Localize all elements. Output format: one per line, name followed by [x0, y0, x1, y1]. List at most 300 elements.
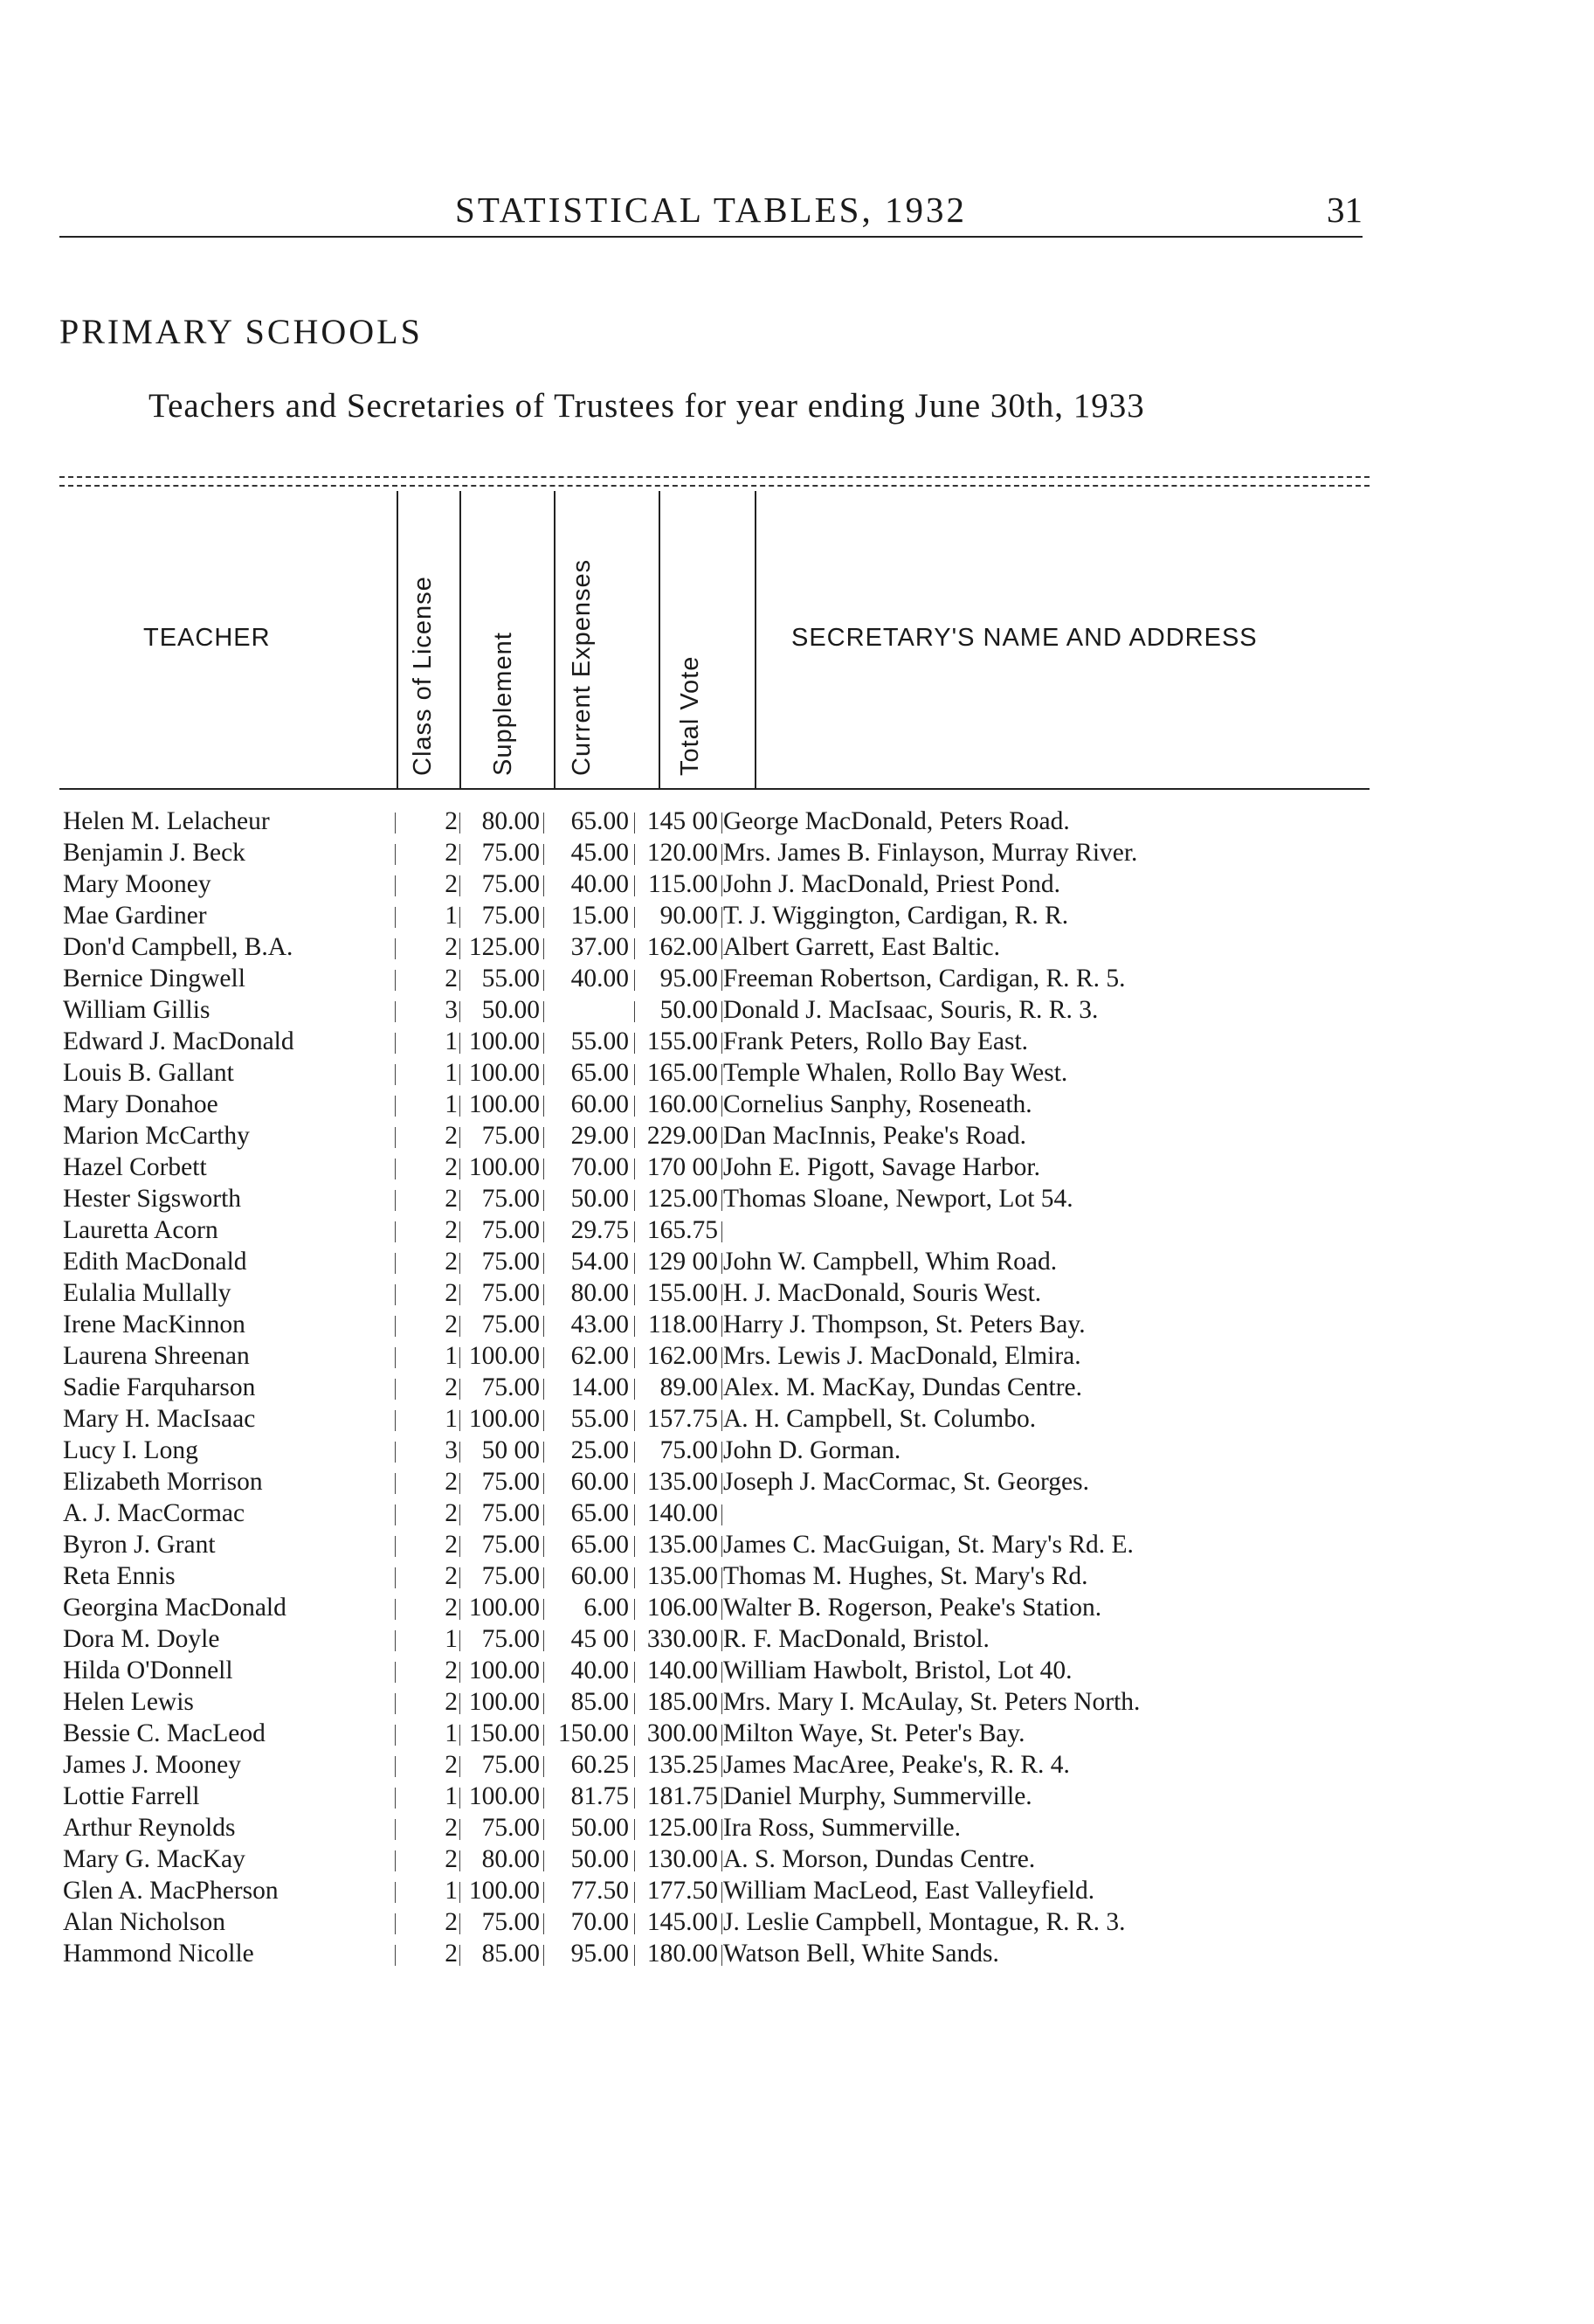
table-row: [59, 1246, 1387, 1277]
total-vote-cell: 155.00: [646, 1027, 718, 1055]
column-rule: [543, 1882, 544, 1903]
class-cell: 1: [445, 1625, 458, 1653]
supplement-cell: 75.00: [481, 1122, 540, 1150]
table-row: [59, 900, 1387, 931]
table-row: [59, 1938, 1387, 1969]
class-cell: 2: [445, 839, 458, 867]
column-rule: [395, 1819, 396, 1840]
class-cell: 2: [445, 1562, 458, 1590]
column-rule: [395, 938, 396, 959]
supplement-cell: 55.00: [481, 965, 540, 993]
column-rule: [634, 1473, 635, 1494]
secretary-cell: A. H. Campbell, St. Columbo.: [723, 1405, 1037, 1433]
teacher-cell: Mary Mooney: [63, 870, 211, 898]
total-vote-cell: 95.00: [659, 965, 718, 993]
expenses-cell: 70.00: [570, 1153, 629, 1181]
column-rule: [395, 1504, 396, 1525]
table-row: [59, 1309, 1387, 1340]
header-top-rule: [59, 476, 1370, 487]
column-rule: [459, 1442, 460, 1463]
table-row: [59, 1875, 1387, 1906]
secretary-cell: Thomas Sloane, Newport, Lot 54.: [723, 1185, 1073, 1213]
total-vote-cell: 125.00: [646, 1185, 718, 1213]
secretary-cell: Thomas M. Hughes, St. Mary's Rd.: [723, 1562, 1088, 1590]
supplement-cell: 100.00: [468, 1090, 540, 1118]
expenses-cell: 70.00: [570, 1908, 629, 1936]
table-row: [59, 1749, 1387, 1781]
column-rule: [634, 970, 635, 991]
column-rule: [459, 1945, 460, 1966]
column-rule: [721, 1504, 722, 1525]
column-rule: [459, 1064, 460, 1085]
column-rule: [543, 1599, 544, 1620]
teacher-cell: Don'd Campbell, B.A.: [63, 933, 293, 961]
total-vote-cell: 229.00: [646, 1122, 718, 1150]
class-cell: 2: [445, 1468, 458, 1496]
column-rule: [721, 1473, 722, 1494]
column-rule: [634, 875, 635, 896]
table-row: [59, 931, 1387, 963]
class-cell: 2: [445, 1845, 458, 1873]
column-rule: [395, 1190, 396, 1211]
supplement-cell: 100.00: [468, 1342, 540, 1370]
column-rule: [721, 1882, 722, 1903]
secretary-cell: Cornelius Sanphy, Roseneath.: [723, 1090, 1032, 1118]
column-rule: [721, 1410, 722, 1431]
class-cell: 1: [445, 1719, 458, 1747]
secretary-cell: John J. MacDonald, Priest Pond.: [723, 870, 1060, 898]
table-row: [59, 1781, 1387, 1812]
secretary-cell: Dan MacInnis, Peake's Road.: [723, 1122, 1026, 1150]
class-cell: 2: [445, 1751, 458, 1779]
secretary-cell: James MacAree, Peake's, R. R. 4.: [723, 1751, 1070, 1779]
column-rule: [721, 1819, 722, 1840]
expenses-cell: 60.00: [570, 1562, 629, 1590]
column-rule: [395, 1693, 396, 1714]
table-row: [59, 1340, 1387, 1372]
column-rule: [395, 1127, 396, 1148]
column-rule: [459, 1284, 460, 1305]
column-rule: [459, 1096, 460, 1117]
header-teacher: TEACHER: [143, 624, 271, 652]
column-rule: [634, 1033, 635, 1054]
column-rule: [543, 1347, 544, 1368]
secretary-cell: Ira Ross, Summerville.: [723, 1814, 962, 1842]
column-rule: [721, 1347, 722, 1368]
column-rule: [543, 1567, 544, 1588]
teacher-cell: Reta Ennis: [63, 1562, 176, 1590]
class-cell: 2: [445, 1122, 458, 1150]
column-rule: [634, 1662, 635, 1683]
column-rule: [634, 938, 635, 959]
expenses-cell: 150.00: [557, 1719, 629, 1747]
column-rule: [459, 1693, 460, 1714]
column-rule: [395, 844, 396, 865]
column-rule: [395, 1347, 396, 1368]
column-rule: [721, 1756, 722, 1777]
total-vote-cell: 180.00: [646, 1940, 718, 1968]
secretary-cell: A. S. Morson, Dundas Centre.: [723, 1845, 1036, 1873]
header-divider: [755, 491, 756, 788]
column-rule: [395, 1850, 396, 1871]
class-cell: 2: [445, 1908, 458, 1936]
supplement-cell: 100.00: [468, 1059, 540, 1087]
expenses-cell: 60.00: [570, 1090, 629, 1118]
supplement-cell: 75.00: [481, 1814, 540, 1842]
column-rule: [543, 1850, 544, 1871]
column-rule: [721, 1064, 722, 1085]
total-vote-cell: 165.00: [646, 1059, 718, 1087]
column-rule: [721, 1599, 722, 1620]
expenses-cell: 15.00: [570, 902, 629, 930]
teacher-cell: Dora M. Doyle: [63, 1625, 220, 1653]
teacher-cell: Mary Donahoe: [63, 1090, 218, 1118]
header-class-of-license: Class of License: [409, 576, 437, 776]
total-vote-cell: 135.00: [646, 1562, 718, 1590]
column-rule: [721, 844, 722, 865]
teacher-cell: Irene MacKinnon: [63, 1311, 245, 1338]
total-vote-cell: 140.00: [646, 1657, 718, 1684]
teacher-cell: A. J. MacCormac: [63, 1499, 245, 1527]
column-rule: [459, 1819, 460, 1840]
secretary-cell: William MacLeod, East Valleyfield.: [723, 1877, 1095, 1905]
column-rule: [459, 1221, 460, 1242]
expenses-cell: 6.00: [583, 1594, 629, 1622]
supplement-cell: 75.00: [481, 1908, 540, 1936]
column-rule: [395, 1316, 396, 1337]
teacher-cell: Helen M. Lelacheur: [63, 807, 270, 835]
secretary-cell: Daniel Murphy, Summerville.: [723, 1782, 1032, 1810]
column-rule: [634, 1725, 635, 1746]
teacher-cell: Benjamin J. Beck: [63, 839, 245, 867]
column-rule: [543, 1819, 544, 1840]
header-divider: [554, 491, 555, 788]
column-rule: [634, 1756, 635, 1777]
column-rule: [721, 907, 722, 928]
column-rule: [634, 1253, 635, 1274]
table-row: [59, 1026, 1387, 1057]
column-rule: [543, 1410, 544, 1431]
column-rule: [543, 813, 544, 833]
table-row: [59, 1497, 1387, 1529]
table-row: [59, 1214, 1387, 1246]
total-vote-cell: 330.00: [646, 1625, 718, 1653]
secretary-cell: Freeman Robertson, Cardigan, R. R. 5.: [723, 965, 1126, 993]
column-rule: [634, 844, 635, 865]
column-rule: [721, 1567, 722, 1588]
column-rule: [543, 1253, 544, 1274]
column-rule: [459, 1001, 460, 1022]
teacher-cell: Helen Lewis: [63, 1688, 194, 1716]
column-rule: [543, 1630, 544, 1651]
teacher-cell: Sadie Farquharson: [63, 1373, 256, 1401]
supplement-cell: 50.00: [481, 996, 540, 1024]
total-vote-cell: 120.00: [646, 839, 718, 867]
column-rule: [543, 875, 544, 896]
teacher-cell: Edward J. MacDonald: [63, 1027, 294, 1055]
total-vote-cell: 115.00: [647, 870, 718, 898]
header-bottom-rule: [59, 788, 1370, 790]
column-rule: [395, 1473, 396, 1494]
page-number: 31: [1327, 190, 1363, 230]
column-rule: [543, 970, 544, 991]
table-row: [59, 1560, 1387, 1592]
expenses-cell: 65.00: [570, 1059, 629, 1087]
column-rule: [543, 1284, 544, 1305]
secretary-cell: Walter B. Rogerson, Peake's Station.: [723, 1594, 1102, 1622]
column-rule: [543, 1945, 544, 1966]
supplement-cell: 75.00: [481, 1751, 540, 1779]
expenses-cell: 65.00: [570, 1499, 629, 1527]
header-divider: [659, 491, 660, 788]
column-rule: [395, 1725, 396, 1746]
supplement-cell: 50 00: [481, 1436, 540, 1464]
supplement-cell: 75.00: [481, 1625, 540, 1653]
total-vote-cell: 160.00: [646, 1090, 718, 1118]
total-vote-cell: 165.75: [646, 1216, 718, 1244]
supplement-cell: 150.00: [468, 1719, 540, 1747]
secretary-cell: Joseph J. MacCormac, St. Georges.: [723, 1468, 1089, 1496]
column-rule: [395, 1599, 396, 1620]
supplement-cell: 100.00: [468, 1594, 540, 1622]
teacher-cell: Hammond Nicolle: [63, 1940, 254, 1968]
column-rule: [721, 1913, 722, 1934]
table-row: [59, 1277, 1387, 1309]
column-rule: [395, 1001, 396, 1022]
column-rule: [395, 1442, 396, 1463]
column-rule: [721, 1316, 722, 1337]
table-row: [59, 1183, 1387, 1214]
supplement-cell: 75.00: [481, 1562, 540, 1590]
total-vote-cell: 50.00: [659, 996, 718, 1024]
column-rule: [543, 1473, 544, 1494]
column-rule: [459, 1473, 460, 1494]
expenses-cell: 80.00: [570, 1279, 629, 1307]
class-cell: 2: [445, 807, 458, 835]
column-rule: [543, 1159, 544, 1179]
column-rule: [721, 1693, 722, 1714]
teacher-cell: Hester Sigsworth: [63, 1185, 242, 1213]
secretary-cell: Milton Waye, St. Peter's Bay.: [723, 1719, 1025, 1747]
class-cell: 1: [445, 1342, 458, 1370]
expenses-cell: 25.00: [570, 1436, 629, 1464]
supplement-cell: 100.00: [468, 1657, 540, 1684]
secretary-cell: Watson Bell, White Sands.: [723, 1940, 999, 1968]
expenses-cell: 55.00: [570, 1405, 629, 1433]
header-secretary: SECRETARY'S NAME AND ADDRESS: [791, 624, 1258, 652]
secretary-cell: Alex. M. MacKay, Dundas Centre.: [723, 1373, 1082, 1401]
column-rule: [634, 1410, 635, 1431]
column-rule: [395, 907, 396, 928]
column-rule: [543, 1536, 544, 1557]
column-rule: [395, 875, 396, 896]
teacher-cell: Lauretta Acorn: [63, 1216, 218, 1244]
teacher-cell: Georgina MacDonald: [63, 1594, 286, 1622]
table-row: [59, 1529, 1387, 1560]
total-vote-cell: 75.00: [659, 1436, 718, 1464]
total-vote-cell: 162.00: [646, 1342, 718, 1370]
secretary-cell: George MacDonald, Peters Road.: [723, 807, 1070, 835]
column-rule: [543, 1064, 544, 1085]
column-rule: [543, 1033, 544, 1054]
teacher-cell: William Gillis: [63, 996, 210, 1024]
class-cell: 2: [445, 1311, 458, 1338]
column-rule: [634, 1316, 635, 1337]
supplement-cell: 100.00: [468, 1782, 540, 1810]
total-vote-cell: 90.00: [659, 902, 718, 930]
teacher-cell: Mary G. MacKay: [63, 1845, 245, 1873]
column-rule: [459, 813, 460, 833]
column-rule: [634, 1882, 635, 1903]
column-rule: [543, 938, 544, 959]
section-title: PRIMARY SCHOOLS: [59, 312, 423, 351]
column-rule: [634, 1630, 635, 1651]
column-rule: [395, 1410, 396, 1431]
column-rule: [634, 907, 635, 928]
column-rule: [459, 1347, 460, 1368]
class-cell: 1: [445, 1059, 458, 1087]
total-vote-cell: 140.00: [646, 1499, 718, 1527]
total-vote-cell: 177.50: [646, 1877, 718, 1905]
table-row: [59, 994, 1387, 1026]
total-vote-cell: 145.00: [646, 1908, 718, 1936]
column-rule: [543, 1316, 544, 1337]
secretary-cell: Donald J. MacIsaac, Souris, R. R. 3.: [723, 996, 1099, 1024]
table-row: [59, 1906, 1387, 1938]
table-header: [59, 491, 1370, 788]
column-rule: [459, 1536, 460, 1557]
supplement-cell: 75.00: [481, 1499, 540, 1527]
column-rule: [459, 1756, 460, 1777]
column-rule: [543, 907, 544, 928]
column-rule: [395, 1882, 396, 1903]
supplement-cell: 75.00: [481, 1373, 540, 1401]
column-rule: [634, 1945, 635, 1966]
supplement-cell: 75.00: [481, 1279, 540, 1307]
class-cell: 1: [445, 1877, 458, 1905]
column-rule: [721, 1536, 722, 1557]
teacher-table: [59, 806, 1387, 1969]
total-vote-cell: 181.75: [646, 1782, 718, 1810]
column-rule: [459, 1316, 460, 1337]
class-cell: 2: [445, 1248, 458, 1276]
expenses-cell: 50.00: [570, 1845, 629, 1873]
column-rule: [395, 1284, 396, 1305]
supplement-cell: 75.00: [481, 870, 540, 898]
supplement-cell: 75.00: [481, 1311, 540, 1338]
header-current-expenses: Current Expenses: [568, 558, 596, 776]
class-cell: 2: [445, 1185, 458, 1213]
total-vote-cell: 135.25: [646, 1751, 718, 1779]
column-rule: [543, 1190, 544, 1211]
secretary-cell: Mrs. Lewis J. MacDonald, Elmira.: [723, 1342, 1081, 1370]
column-rule: [721, 1127, 722, 1148]
column-rule: [634, 1284, 635, 1305]
column-rule: [459, 1033, 460, 1054]
column-rule: [395, 1662, 396, 1683]
column-rule: [543, 1379, 544, 1400]
expenses-cell: 54.00: [570, 1248, 629, 1276]
column-rule: [459, 1410, 460, 1431]
column-rule: [634, 1536, 635, 1557]
supplement-cell: 75.00: [481, 1216, 540, 1244]
secretary-cell: John W. Campbell, Whim Road.: [723, 1248, 1058, 1276]
column-rule: [459, 875, 460, 896]
expenses-cell: 50.00: [570, 1814, 629, 1842]
column-rule: [634, 1221, 635, 1242]
supplement-cell: 75.00: [481, 1468, 540, 1496]
column-rule: [634, 1504, 635, 1525]
column-rule: [459, 970, 460, 991]
teacher-cell: Byron J. Grant: [63, 1531, 216, 1559]
column-rule: [543, 1442, 544, 1463]
expenses-cell: 43.00: [570, 1311, 629, 1338]
column-rule: [634, 1788, 635, 1809]
column-rule: [459, 1850, 460, 1871]
column-rule: [634, 1096, 635, 1117]
class-cell: 2: [445, 1153, 458, 1181]
column-rule: [395, 1567, 396, 1588]
expenses-cell: 37.00: [570, 933, 629, 961]
column-rule: [459, 1159, 460, 1179]
secretary-cell: William Hawbolt, Bristol, Lot 40.: [723, 1657, 1073, 1684]
total-vote-cell: 135.00: [646, 1531, 718, 1559]
class-cell: 2: [445, 1940, 458, 1968]
header-divider: [397, 491, 398, 788]
column-rule: [721, 1379, 722, 1400]
column-rule: [721, 1442, 722, 1463]
table-row: [59, 1686, 1387, 1718]
column-rule: [634, 1127, 635, 1148]
table-row: [59, 1152, 1387, 1183]
class-cell: 2: [445, 1279, 458, 1307]
expenses-cell: 14.00: [570, 1373, 629, 1401]
supplement-cell: 100.00: [468, 1405, 540, 1433]
expenses-cell: 81.75: [570, 1782, 629, 1810]
column-rule: [459, 1630, 460, 1651]
teacher-cell: Elizabeth Morrison: [63, 1468, 263, 1496]
column-rule: [634, 1347, 635, 1368]
column-rule: [459, 1253, 460, 1274]
teacher-cell: Laurena Shreenan: [63, 1342, 250, 1370]
column-rule: [721, 813, 722, 833]
class-cell: 2: [445, 965, 458, 993]
teacher-cell: Lucy I. Long: [63, 1436, 198, 1464]
table-row: [59, 1466, 1387, 1497]
supplement-cell: 75.00: [481, 1531, 540, 1559]
column-rule: [459, 907, 460, 928]
total-vote-cell: 157.75: [646, 1405, 718, 1433]
class-cell: 1: [445, 1027, 458, 1055]
column-rule: [721, 1788, 722, 1809]
supplement-cell: 100.00: [468, 1027, 540, 1055]
column-rule: [721, 1945, 722, 1966]
supplement-cell: 100.00: [468, 1153, 540, 1181]
supplement-cell: 100.00: [468, 1877, 540, 1905]
column-rule: [634, 1599, 635, 1620]
column-rule: [543, 1693, 544, 1714]
teacher-cell: Hazel Corbett: [63, 1153, 207, 1181]
expenses-cell: 45.00: [570, 839, 629, 867]
teacher-cell: Hilda O'Donnell: [63, 1657, 233, 1684]
expenses-cell: 40.00: [570, 870, 629, 898]
table-row: [59, 868, 1387, 900]
column-rule: [721, 938, 722, 959]
table-row: [59, 806, 1387, 837]
table-row: [59, 1435, 1387, 1466]
total-vote-cell: 130.00: [646, 1845, 718, 1873]
running-title: STATISTICAL TABLES, 1932: [455, 190, 967, 230]
